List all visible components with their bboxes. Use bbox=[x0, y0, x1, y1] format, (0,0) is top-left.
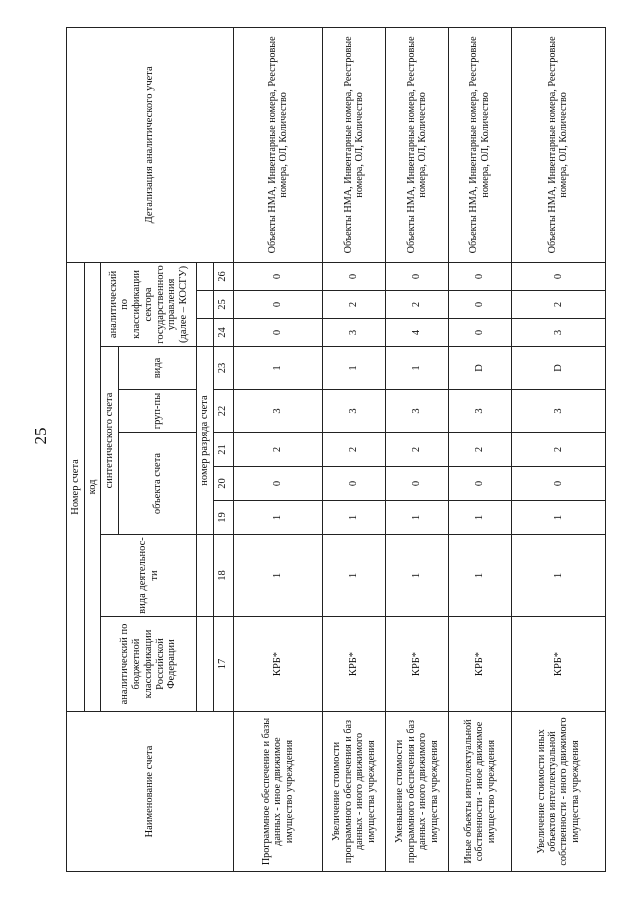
analytic-detail-cell: Объекты НМА, Инвентарные номера, Реестровые номера, ОЛ, Количество bbox=[386, 27, 449, 262]
value-cell: 1 bbox=[386, 347, 449, 390]
value-cell: 3 bbox=[323, 319, 386, 347]
value-cell: КРБ* bbox=[386, 617, 449, 712]
value-cell: 1 bbox=[233, 347, 323, 390]
column-number: 22 bbox=[213, 390, 233, 433]
value-cell: 2 bbox=[386, 433, 449, 467]
table-row bbox=[448, 27, 511, 871]
value-cell: 1 bbox=[511, 535, 605, 617]
table-row bbox=[511, 27, 605, 871]
value-cell: КРБ* bbox=[511, 617, 605, 712]
value-cell: КРБ* bbox=[233, 617, 323, 712]
value-cell: 0 bbox=[323, 262, 386, 290]
value-cell: 1 bbox=[323, 501, 386, 535]
account-name-cell: Увеличение стоимости программного обеспечения и баз данных - иного движимого имущества учреждения bbox=[323, 712, 386, 872]
value-cell: 1 bbox=[323, 347, 386, 390]
value-cell: 0 bbox=[511, 467, 605, 501]
value-cell: 0 bbox=[233, 319, 323, 347]
value-cell: 1 bbox=[448, 535, 511, 617]
column-number: 19 bbox=[213, 501, 233, 535]
activity-type-header: вида деятельнос-ти bbox=[101, 535, 197, 617]
value-cell: 3 bbox=[323, 390, 386, 433]
value-cell: 0 bbox=[448, 291, 511, 319]
value-cell: 2 bbox=[323, 291, 386, 319]
group-header: груп-пы bbox=[118, 390, 196, 433]
value-cell: КРБ* bbox=[323, 617, 386, 712]
rotated-table-area bbox=[66, 28, 606, 872]
digit-number-header: номер разряда счета bbox=[197, 347, 214, 535]
account-name-cell: Увеличение стоимости иных объектов интеллектуальной собственности - иного движимого имущества учреждения bbox=[511, 712, 605, 872]
column-number: 25 bbox=[213, 291, 233, 319]
value-cell: 3 bbox=[386, 390, 449, 433]
value-cell: 0 bbox=[448, 319, 511, 347]
header-spacer bbox=[197, 535, 214, 617]
value-cell: D bbox=[511, 347, 605, 390]
value-cell: 0 bbox=[448, 467, 511, 501]
column-number: 17 bbox=[213, 617, 233, 712]
table-row bbox=[233, 27, 323, 871]
value-cell: 0 bbox=[233, 291, 323, 319]
value-cell: 0 bbox=[233, 467, 323, 501]
account-name-cell: Иные объекты интеллектуальной собственности - иное движимое имущество учреждения bbox=[448, 712, 511, 872]
account-number-header: Номер счета bbox=[67, 262, 85, 711]
value-cell: 0 bbox=[323, 467, 386, 501]
value-cell: 2 bbox=[233, 433, 323, 467]
value-cell: 3 bbox=[448, 390, 511, 433]
value-cell: КРБ* bbox=[448, 617, 511, 712]
value-cell: 3 bbox=[511, 390, 605, 433]
header-spacer bbox=[197, 262, 214, 290]
value-cell: 2 bbox=[323, 433, 386, 467]
analytic-detail-cell: Объекты НМА, Инвентарные номера, Реестровые номера, ОЛ, Количество bbox=[233, 27, 323, 262]
value-cell: 0 bbox=[448, 262, 511, 290]
value-cell: D bbox=[448, 347, 511, 390]
synthetic-account-header: синтетического счета bbox=[101, 347, 118, 535]
value-cell: 2 bbox=[511, 291, 605, 319]
value-cell: 0 bbox=[386, 262, 449, 290]
account-table bbox=[66, 27, 606, 872]
column-number: 23 bbox=[213, 347, 233, 390]
analytic-detail-cell: Объекты НМА, Инвентарные номера, Реестровые номера, ОЛ, Количество bbox=[323, 27, 386, 262]
value-cell: 1 bbox=[233, 501, 323, 535]
value-cell: 1 bbox=[386, 501, 449, 535]
value-cell: 0 bbox=[233, 262, 323, 290]
account-name-header: Наименование счета bbox=[67, 712, 234, 872]
budget-classification-header: аналитический по бюджетной классификации Российской Федерации bbox=[101, 617, 197, 712]
analytic-detail-cell: Объекты НМА, Инвентарные номера, Реестровые номера, ОЛ, Количество bbox=[511, 27, 605, 262]
account-object-header: объекта счета bbox=[118, 433, 196, 535]
code-header: код bbox=[84, 262, 101, 711]
page-number: 25 bbox=[31, 427, 50, 445]
kosgu-header: аналитический по классификации сектора государственного управления (далее – КОСГУ) bbox=[101, 262, 197, 346]
account-name-cell: Уменьшение стоимости программного обеспечения и баз данных - иного движимого имущества учреждения bbox=[386, 712, 449, 872]
value-cell: 2 bbox=[386, 291, 449, 319]
header-spacer bbox=[197, 291, 214, 319]
value-cell: 1 bbox=[511, 501, 605, 535]
column-number: 21 bbox=[213, 433, 233, 467]
column-number: 18 bbox=[213, 535, 233, 617]
header-row-1 bbox=[67, 27, 85, 871]
column-number: 20 bbox=[213, 467, 233, 501]
table-wrapper bbox=[66, 28, 606, 872]
table-row bbox=[323, 27, 386, 871]
value-cell: 0 bbox=[511, 262, 605, 290]
analytic-detail-cell: Объекты НМА, Инвентарные номера, Реестровые номера, ОЛ, Количество bbox=[448, 27, 511, 262]
column-number: 26 bbox=[213, 262, 233, 290]
value-cell: 2 bbox=[511, 433, 605, 467]
account-name-cell: Программное обеспечение и базы данных - иное движимое имущество учреждения bbox=[233, 712, 323, 872]
header-spacer bbox=[197, 319, 214, 347]
kind-header: вида bbox=[118, 347, 196, 390]
value-cell: 3 bbox=[511, 319, 605, 347]
analytic-detail-header: Детализация аналитического учета bbox=[67, 27, 234, 262]
value-cell: 1 bbox=[323, 535, 386, 617]
value-cell: 0 bbox=[386, 467, 449, 501]
value-cell: 1 bbox=[448, 501, 511, 535]
value-cell: 2 bbox=[448, 433, 511, 467]
value-cell: 1 bbox=[233, 535, 323, 617]
value-cell: 4 bbox=[386, 319, 449, 347]
column-number: 24 bbox=[213, 319, 233, 347]
value-cell: 1 bbox=[386, 535, 449, 617]
value-cell: 3 bbox=[233, 390, 323, 433]
header-spacer bbox=[197, 617, 214, 712]
table-row bbox=[386, 27, 449, 871]
